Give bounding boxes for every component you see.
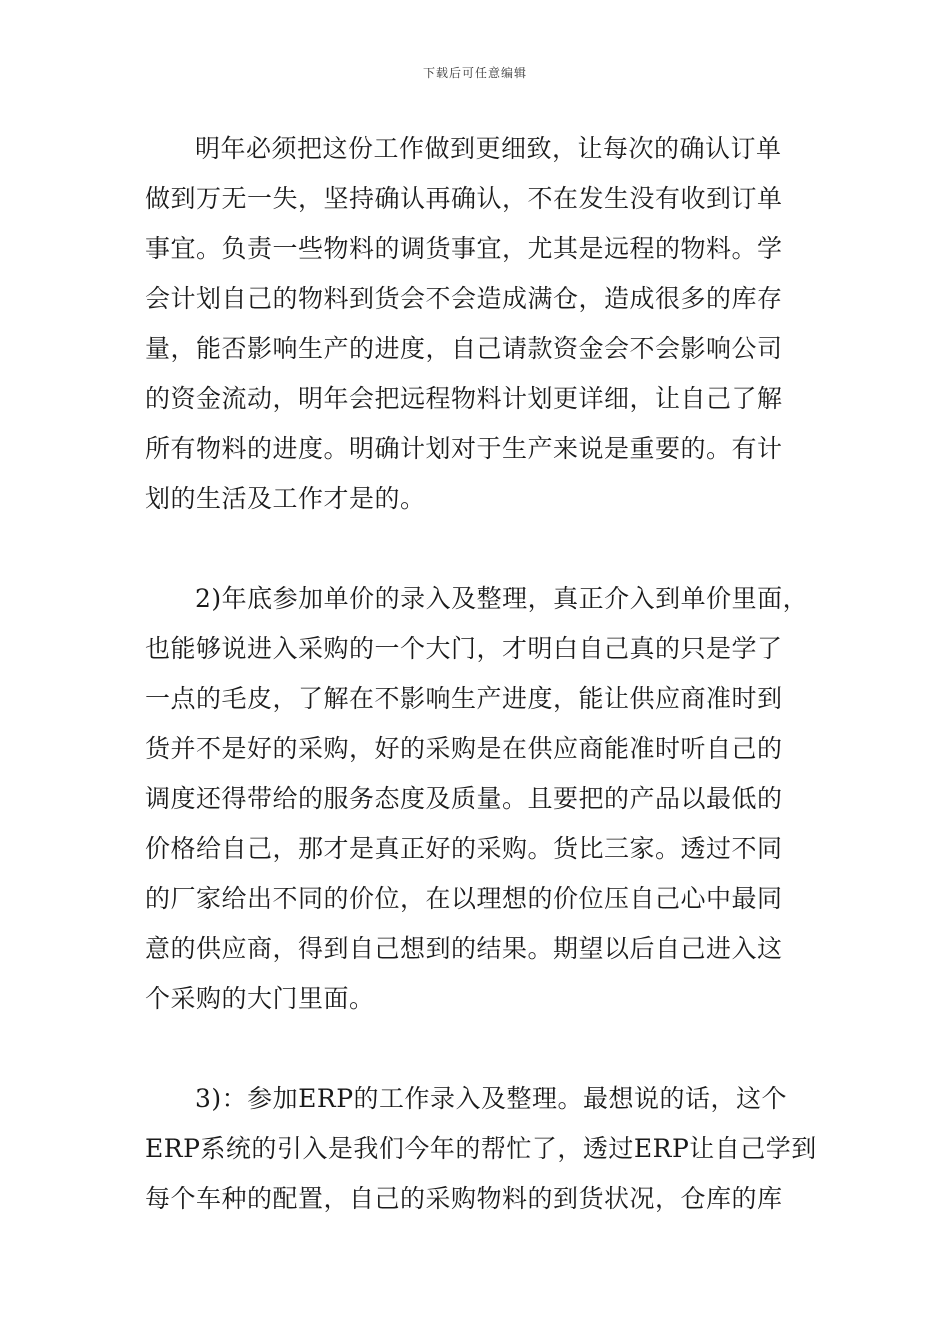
text-line: 3)：参加ERP的工作录入及整理。最想说的话，这个 (195, 1084, 788, 1113)
page-header: 下载后可任意编辑 (422, 66, 527, 80)
document-body (145, 124, 817, 1274)
text-line: 价格给自己，那才是真正好的采购。货比三家。透过不同 (145, 834, 783, 863)
text-line: 的厂家给出不同的价位，在以理想的价位压自己心中最同 (145, 884, 783, 913)
text-line: 一点的毛皮，了解在不影响生产进度，能让供应商准时到 (145, 684, 783, 713)
text-line: 个采购的大门里面。 (145, 984, 375, 1013)
text-line: 调度还得带给的服务态度及质量。且要把的产品以最低的 (145, 784, 783, 813)
text-line: 2)年底参加单价的录入及整理，真正介入到单价里面， (195, 584, 809, 613)
text-line: 意的供应商，得到自己想到的结果。期望以后自己进入这 (145, 934, 783, 963)
text-line: 所有物料的进度。明确计划对于生产来说是重要的。有计 (145, 434, 783, 463)
text-line: 货并不是好的采购，好的采购是在供应商能准时听自己的 (145, 734, 783, 763)
text-line: ERP系统的引入是我们今年的帮忙了，透过ERP让自己学到 (145, 1134, 817, 1163)
text-line: 的资金流动，明年会把远程物料计划更详细，让自己了解 (145, 384, 783, 413)
paragraph-3 (145, 1074, 817, 1224)
text-line: 也能够说进入采购的一个大门，才明白自己真的只是学了 (145, 634, 783, 663)
text-line: 每个车种的配置，自己的采购物料的到货状况，仓库的库 (145, 1184, 783, 1213)
text-line: 做到万无一失，坚持确认再确认，不在发生没有收到订单 (145, 184, 783, 213)
text-line: 划的生活及工作才是的。 (145, 484, 426, 513)
text-line: 会计划自己的物料到货会不会造成满仓，造成很多的库存 (145, 284, 783, 313)
text-line: 事宜。负责一些物料的调货事宜，尤其是远程的物料。学 (145, 234, 783, 263)
text-line: 量，能否影响生产的进度，自己请款资金会不会影响公司 (145, 334, 783, 363)
paragraph-1 (145, 124, 809, 524)
text-line: 明年必须把这份工作做到更细致，让每次的确认订单 (195, 134, 782, 163)
paragraph-2 (145, 574, 809, 1024)
